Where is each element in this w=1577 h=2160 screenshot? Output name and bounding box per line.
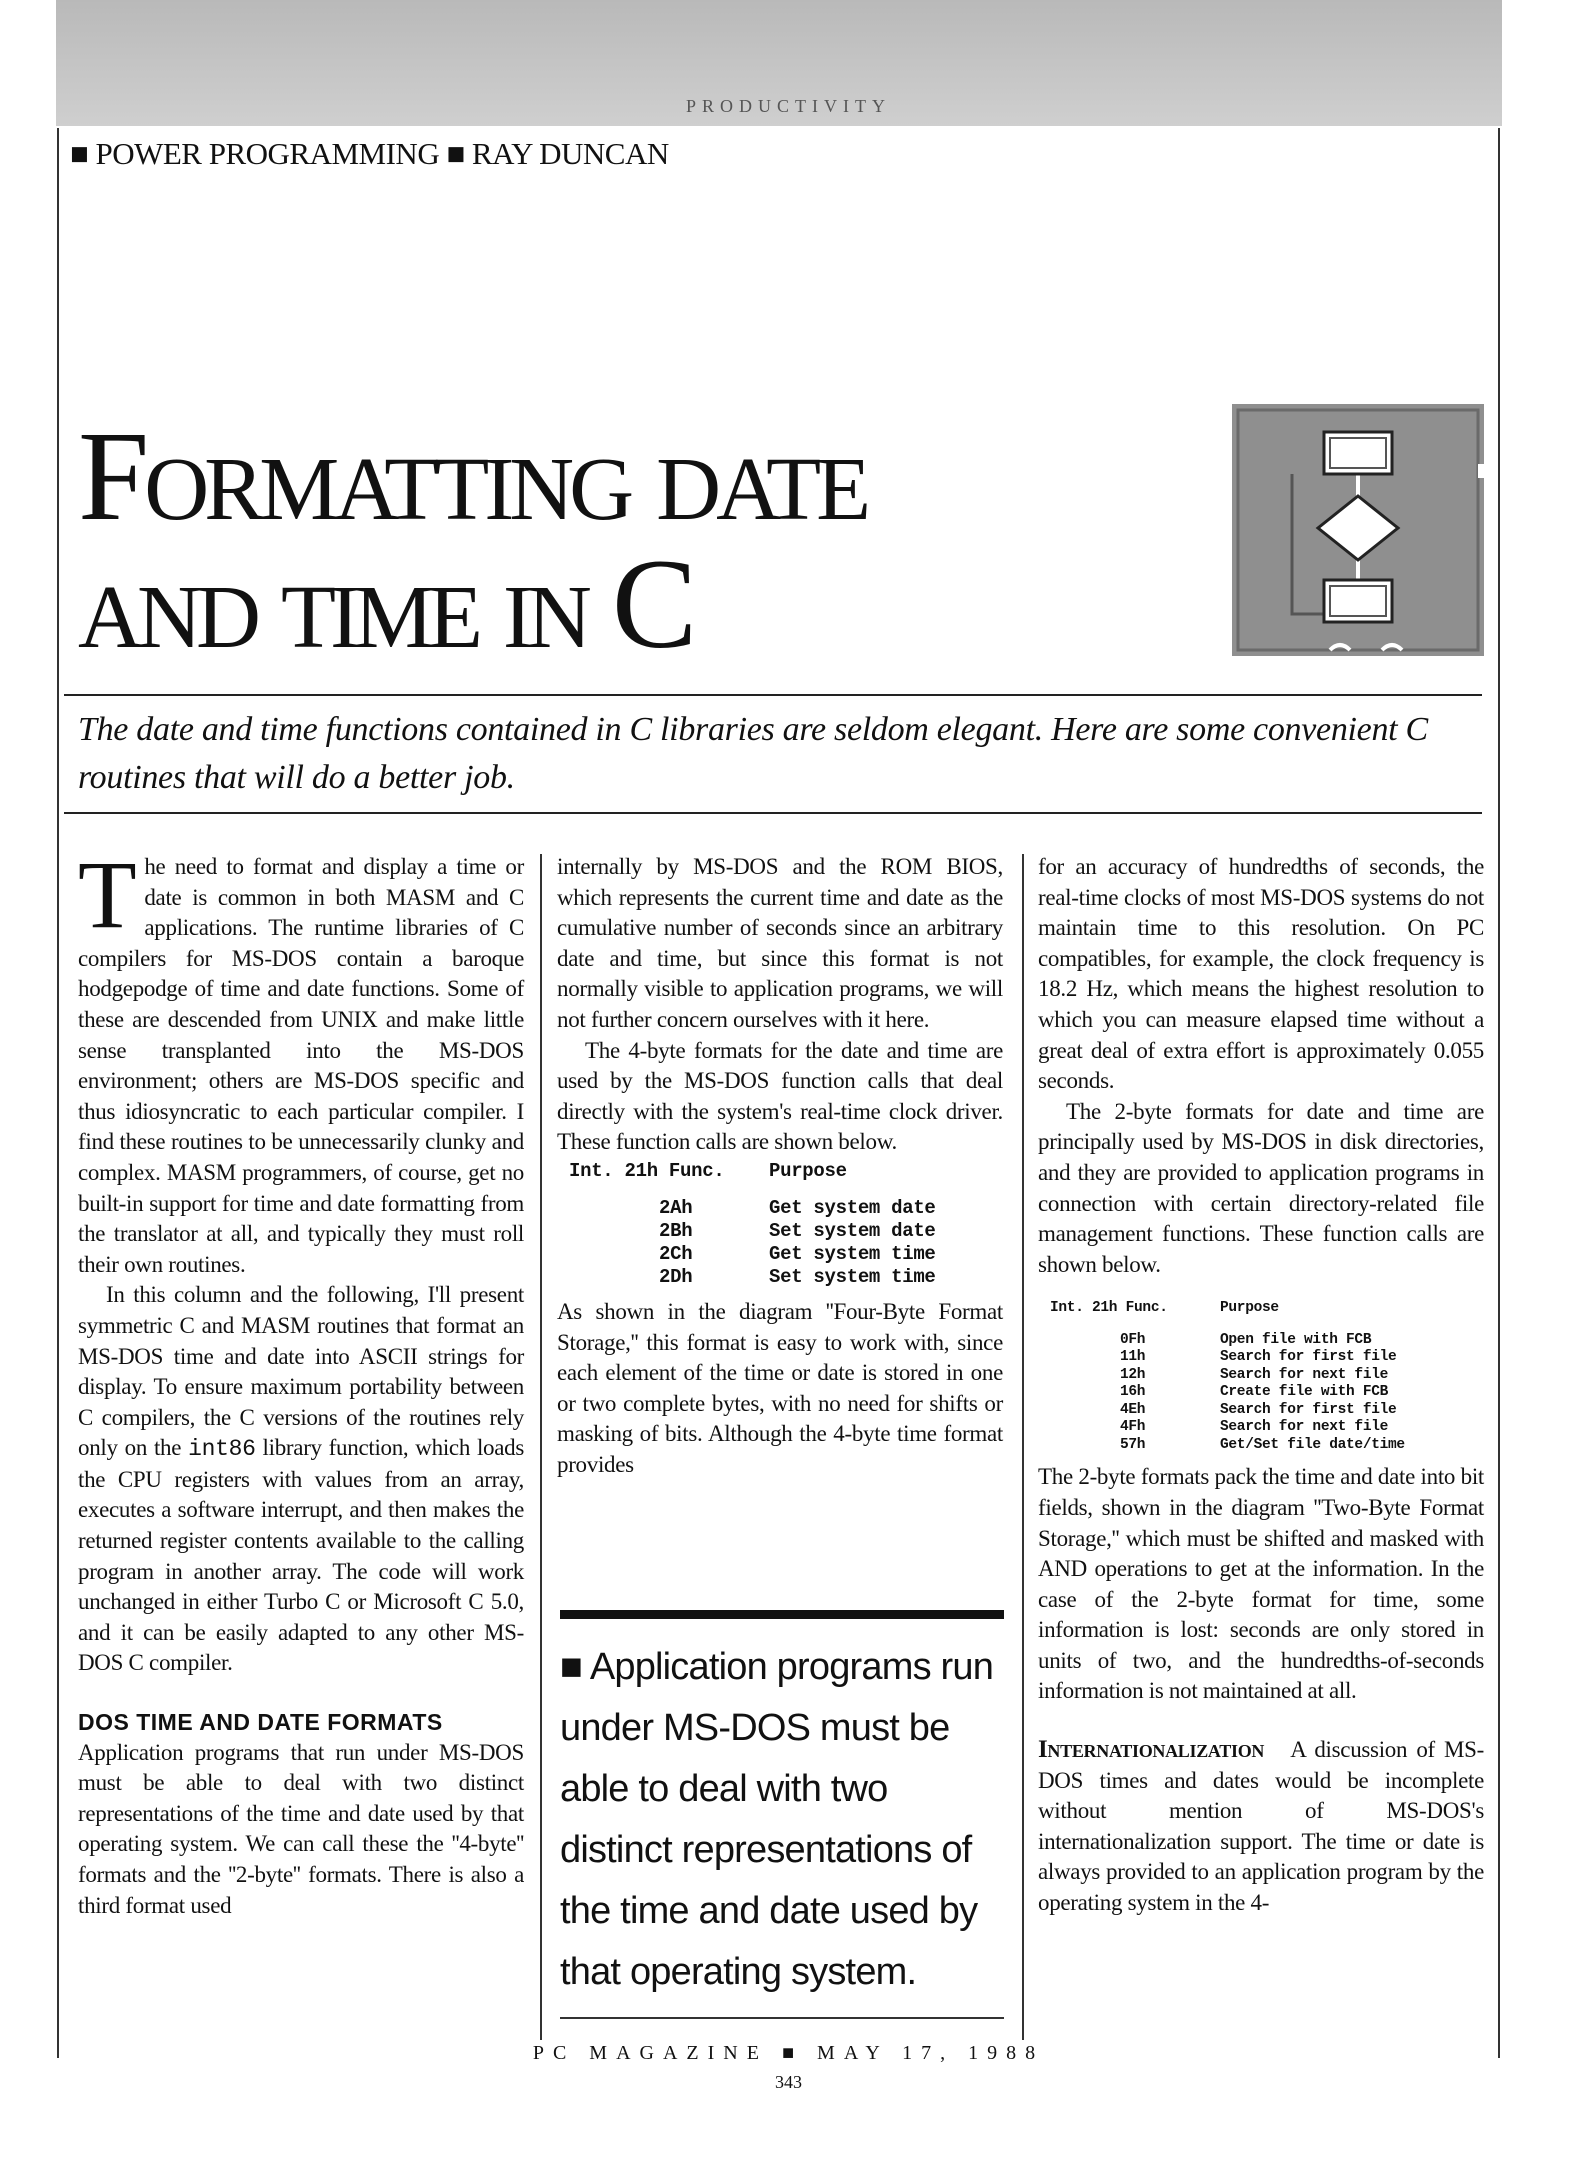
right-border bbox=[1498, 128, 1500, 2058]
table-row bbox=[1050, 1349, 1405, 1367]
paragraph-8 bbox=[1038, 1735, 1484, 1919]
page-number: 343 bbox=[775, 2072, 802, 2092]
table-cell: 4Fh bbox=[1120, 1419, 1146, 1436]
drop-cap: T bbox=[78, 841, 137, 948]
table-cell: Create file with FCB bbox=[1220, 1384, 1389, 1401]
deck-bottom-rule bbox=[64, 812, 1482, 814]
table-cell: Set system time bbox=[769, 1265, 936, 1288]
title-line-1: Formatting date bbox=[78, 405, 867, 547]
table-cell: 16h bbox=[1120, 1384, 1146, 1401]
table-row bbox=[569, 1266, 936, 1289]
section-label: PRODUCTIVITY bbox=[686, 96, 891, 116]
paragraph-5-start: As shown in the diagram ''Four-Byte Format Storage,'' this format is easy to work with, since each element of the time or date is stored in one or two complete bytes, with no need for shifts or masking of bits. Although the 4-byte time format provides bbox=[557, 1298, 1003, 1477]
footer-magazine: PC MAGAZINE ■ MAY 17, 1988 bbox=[532, 2042, 1045, 2064]
heading-internationalization: Internationalization bbox=[1038, 1736, 1265, 1764]
paragraph-6: The 2-byte formats for date and time are principally used by MS-DOS in disk directories, and they are provided to application programs in connection with certain directory-related file management functions. These function calls are shown below. bbox=[1038, 1098, 1484, 1277]
byline: ■ POWER PROGRAMMING ■ RAY DUNCAN bbox=[70, 136, 669, 171]
table-row bbox=[1050, 1367, 1405, 1385]
article-deck: The date and time functions contained in C libraries are seldom elegant. Here are some convenient C routines that will do a better job. bbox=[78, 711, 1428, 796]
table-cell: Search for first file bbox=[1220, 1401, 1397, 1418]
title-line-2: and time in C bbox=[78, 533, 692, 675]
paragraph-3-start: Application programs that run under MS-DOS must be able to deal with two distinct representations of the time and date used by that operating system. We can call these the ''4-byte'' formats and the ''2-byte'' formats. There is also a third format used bbox=[78, 1739, 524, 1918]
table-cell: 11h bbox=[1120, 1349, 1146, 1366]
paragraph-3-cont: internally by MS-DOS and the ROM BIOS, which represents the current time and date as the cumulative number of seconds since an arbitrary date and time, but since this format is not normally visible to application programs, we will not further concern ourselves with it here. bbox=[557, 854, 1003, 1032]
column-rule-2 bbox=[1022, 854, 1024, 2040]
table1-header-purpose: Purpose bbox=[769, 1159, 847, 1182]
paragraph-4: The 4-byte formats for the date and time are used by the MS-DOS function calls that deal directly with the system's real-time clock driver. These function calls are shown below. bbox=[557, 1037, 1003, 1155]
pull-quote-bar bbox=[560, 1610, 1004, 1619]
table-row bbox=[569, 1220, 936, 1243]
table-row bbox=[1050, 1402, 1405, 1420]
left-border bbox=[57, 128, 59, 2058]
paragraph-2-b: library function, which loads the CPU registers with values from an array, executes a software interrupt, and then makes the returned register contents available to the calling program in another array. The code will work unchanged in either Turbo C or Microsoft C 5.0, and it can be easily adapted to any other MS-DOS C compiler. bbox=[78, 1435, 524, 1676]
paragraph-8-text: A discussion of MS-DOS times and dates would be incomplete without mention of MS-DOS's internationalization support. The time or date is always provided to an application program by the operating system in the 4- bbox=[1038, 1737, 1484, 1916]
paragraph-2 bbox=[78, 1280, 524, 1679]
paragraph-2-a: In this column and the following, I'll present symmetric C and MASM routines that format an MS-DOS time and date into ASCII strings for display. To ensure maximum portability between C compilers, the C versions of the routines rely only on the bbox=[78, 1282, 524, 1461]
article-title bbox=[78, 405, 1178, 675]
table2-header-func: Int. 21h Func. bbox=[1050, 1300, 1168, 1317]
heading-dos-formats: DOS TIME AND DATE FORMATS bbox=[78, 1709, 443, 1736]
table-row bbox=[1050, 1384, 1405, 1402]
paragraph-1 bbox=[78, 841, 524, 1280]
table-cell: Get system time bbox=[769, 1242, 936, 1265]
table-row bbox=[569, 1197, 936, 1220]
table-row bbox=[1050, 1437, 1405, 1455]
table-cell: 2Ch bbox=[659, 1242, 693, 1265]
table-cell: Search for first file bbox=[1220, 1349, 1397, 1366]
table-cell: 57h bbox=[1120, 1436, 1146, 1453]
table-cell: 0Fh bbox=[1120, 1331, 1146, 1348]
column-rule-1 bbox=[540, 854, 542, 2040]
table2-header-purpose: Purpose bbox=[1220, 1300, 1279, 1317]
column-1 bbox=[78, 841, 524, 1921]
table-cell: Search for next file bbox=[1220, 1419, 1389, 1436]
function-table-2byte bbox=[1050, 1300, 1405, 1454]
pull-quote bbox=[560, 1610, 1004, 2019]
table-cell: 2Bh bbox=[659, 1219, 693, 1242]
table-row bbox=[1050, 1419, 1405, 1437]
table-row bbox=[1050, 1332, 1405, 1350]
table-row bbox=[569, 1243, 936, 1266]
table-cell: 2Dh bbox=[659, 1265, 693, 1288]
paragraph-1-text: he need to format and display a time or date is common in both MASM and C applications. The runtime libraries of C compilers for MS-DOS contain a baroque hodgepodge of time and date functions. Some of these are descended from UNIX and make little sense transplanted into the MS-DOS environment; others are MS-DOS specific and thus idiosyncratic to each particular compiler. I find these routines to be unnecessarily clunky and complex. MASM programmers, of course, get no built-in support for time and date formatting from the translator at all, and typically they must roll their own routines. bbox=[78, 854, 524, 1277]
flowchart-icon bbox=[1232, 404, 1484, 656]
paragraph-7: The 2-byte formats pack the time and date into bit fields, shown in the diagram ''Two-Byte Format Storage,'' which must be shifted and masked with AND operations to get at the information. In the case of the 2-byte format for time, some information is lost: seconds are only stored in units of two, and the hundredths-of-seconds information is not maintained at all. bbox=[1038, 1464, 1484, 1704]
column-3 bbox=[1038, 852, 1484, 1919]
table-cell: 4Eh bbox=[1120, 1401, 1146, 1418]
column-2 bbox=[557, 852, 1003, 1481]
table1-header-func: Int. 21h Func. bbox=[569, 1159, 725, 1182]
table-cell: Get/Set file date/time bbox=[1220, 1436, 1405, 1453]
table-cell: Open file with FCB bbox=[1220, 1331, 1372, 1348]
paragraph-5-cont: for an accuracy of hundredths of seconds, the real-time clocks of most MS-DOS systems do not maintain time to this resolution. On PC compatibles, for example, the clock frequency is 18.2 Hz, which means the highest resolution to which you can measure elapsed time without a great deal of extra effort is approximately 0.055 seconds. bbox=[1038, 854, 1484, 1094]
table-cell: 2Ah bbox=[659, 1196, 693, 1219]
pull-quote-rule bbox=[560, 2017, 1004, 2019]
pull-quote-text: ■ Application programs run under MS-DOS must be able to deal with two distinct representations of the time and date used by that operating system. bbox=[560, 1646, 994, 1993]
table-cell: Set system date bbox=[769, 1219, 936, 1242]
table-cell: Search for next file bbox=[1220, 1366, 1389, 1383]
function-table-4byte bbox=[569, 1160, 936, 1289]
table-cell: 12h bbox=[1120, 1366, 1146, 1383]
code-int86: int86 bbox=[188, 1436, 256, 1463]
table-cell: Get system date bbox=[769, 1196, 936, 1219]
deck-top-rule bbox=[64, 694, 1482, 696]
